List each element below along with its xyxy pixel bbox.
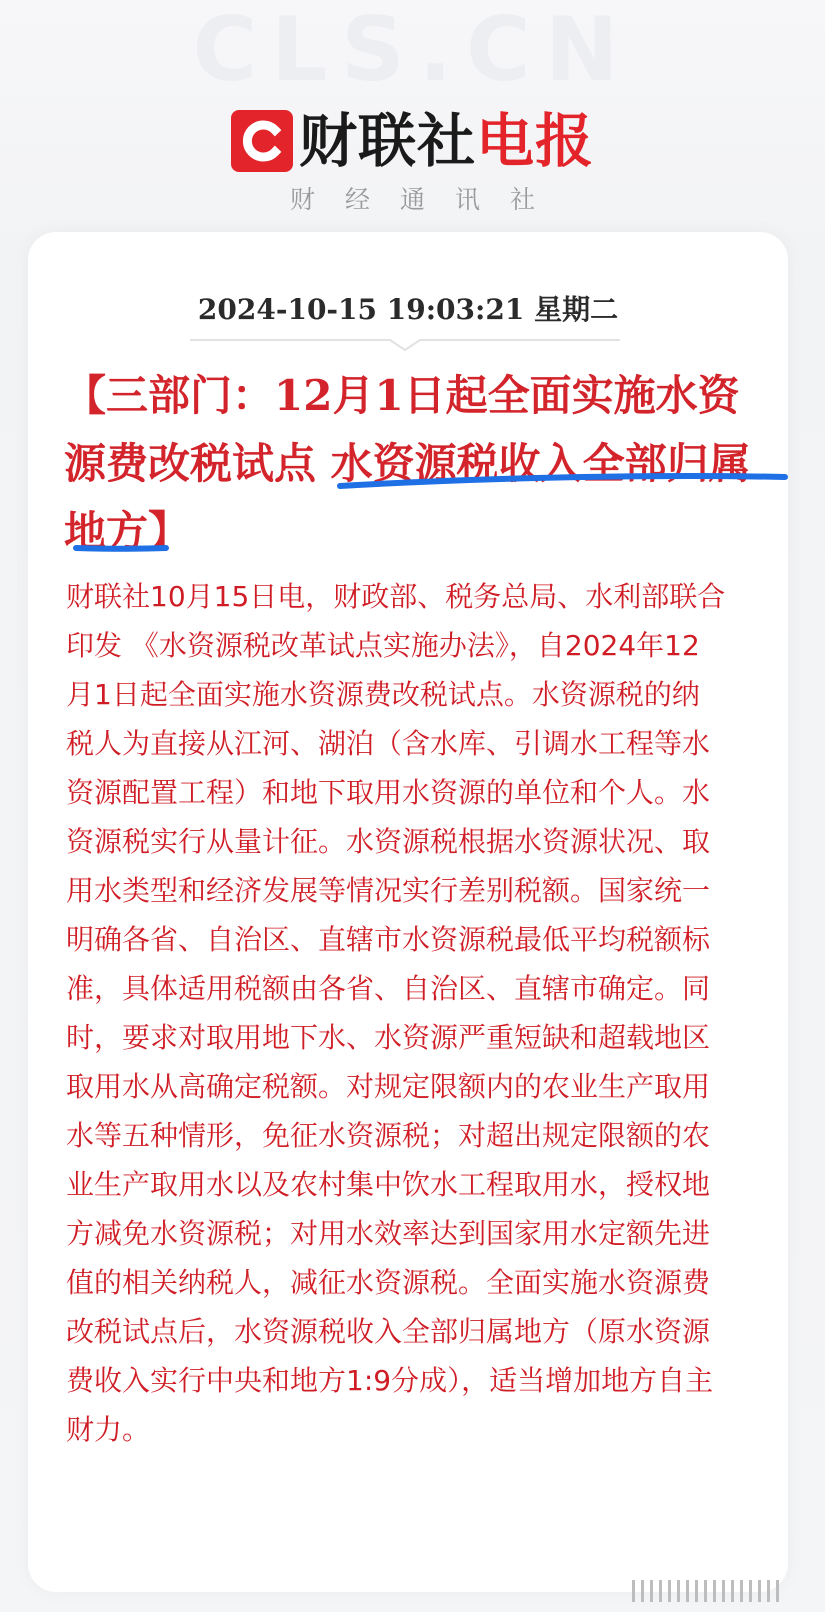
- article-body: 财联社10月15日电，财政部、税务总局、水利部联合印发 《水资源税改革试点实施办法》，自2024年12月1日起全面实施水资源费改税试点。水资源税的纳税人为直接从江河、湖泊（含水库、引调水工程等水资源配置工程）和地下取用水资源的单位和个人。水资源税实行从量计征。水资源税根据水资源状况、取用水类型和经济发展等情况实行差别税额。国家统一明确各省、自治区、直辖市水资源税最低平均税额标准，具体适用税额由各省、自治区、直辖市确定。同时，要求对取用地下水、水资源严重短缺和超载地区取用水从高确定税额。对规定限额内的农业生产取用水等五种情形，免征水资源税；对超出规定限额的农业生产取用水以及农村集中饮水工程取用水，授权地方减免水资源税；对用水效率达到国家用水定额先进值的相关纳税人，减征水资源税。全面实施水资源费改税试点后，水资源税收入全部归属地方（原水资源费收入实行中央和地方1:9分成），适当增加地方自主财力。: [66, 580, 726, 1446]
- brand-name-part1: 财联社: [298, 107, 476, 175]
- article-headline: 【三部门：12月1日起全面实施水资源费改税试点 水资源税收入全部归属地方】: [64, 371, 751, 556]
- brand-slogan: 财经通讯社: [289, 185, 565, 214]
- footer-bars-icon: [632, 1580, 779, 1602]
- article-datetime: 2024-10-15 19:03:21 星期二: [197, 293, 619, 326]
- brand-name-part2: 电报: [476, 107, 595, 175]
- watermark: CLS.CN: [192, 0, 633, 101]
